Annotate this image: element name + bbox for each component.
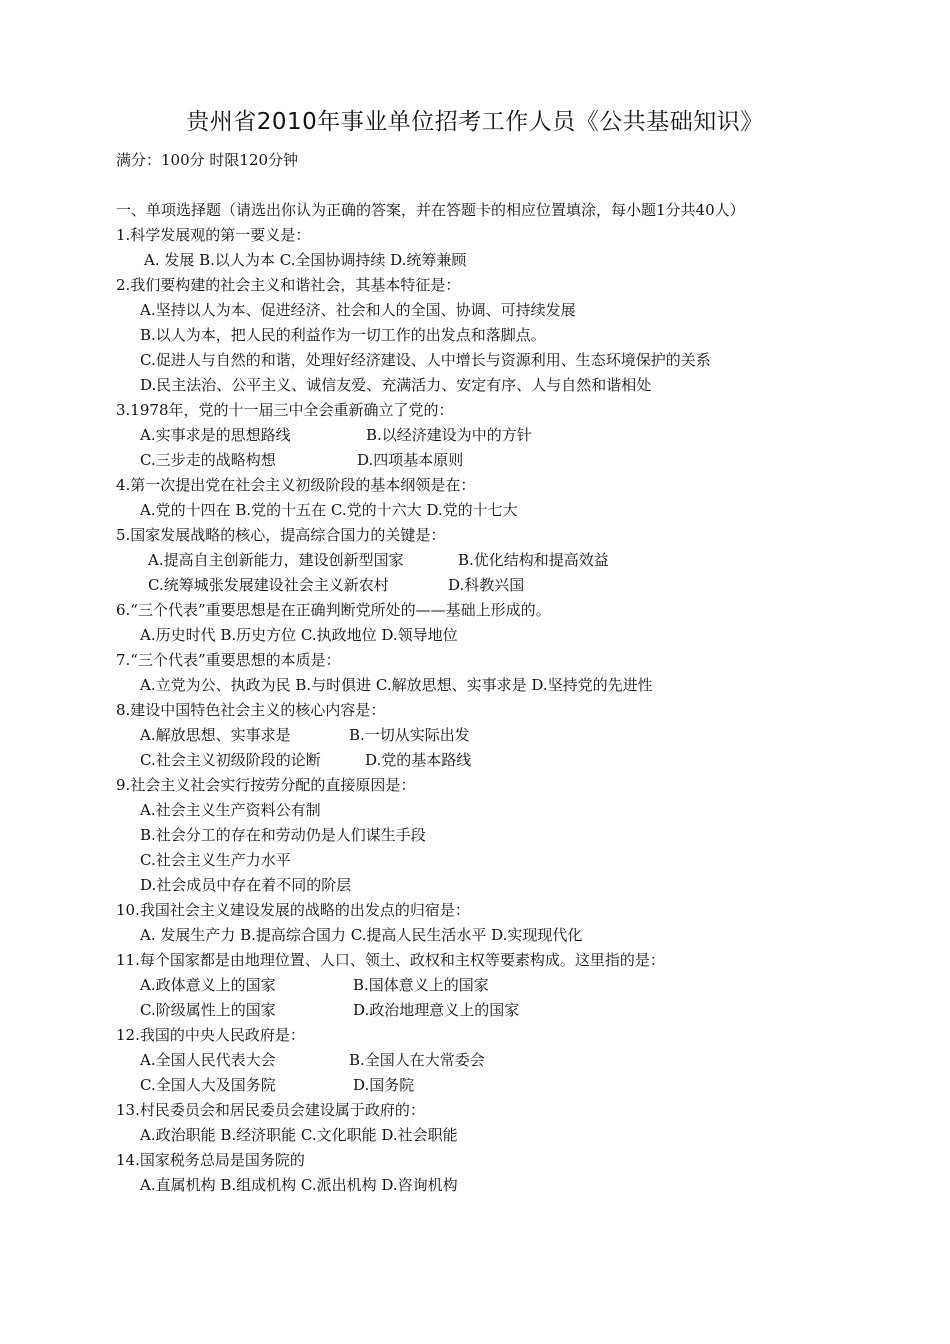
question-option: D.社会成员中存在着不同的阶层 (140, 876, 352, 894)
question-option: C.阶级属性上的国家 (140, 1001, 276, 1019)
question-stem: 14.国家税务总局是国务院的 (116, 1151, 305, 1169)
question-stem: 9.社会主义社会实行按劳分配的直接原因是： (116, 776, 416, 794)
question-stem: 7.“三个代表”重要思想的本质是： (116, 651, 341, 669)
question-option: A.提高自主创新能力，建设创新型国家 (148, 551, 404, 569)
question-option-row (140, 748, 840, 772)
question-stem: 8.建设中国特色社会主义的核心内容是： (116, 701, 386, 719)
section-heading: 一、单项选择题（请选出你认为正确的答案，并在答题卡的相应位置填涂，每小题1分共40人） (116, 201, 745, 219)
question-option: B.一切从实际出发 (349, 726, 470, 744)
question-option: D.四项基本原则 (357, 451, 464, 469)
question-option: C.统筹城张发展建设社会主义新农村 (148, 576, 389, 594)
question-options: A.直属机构 B.组成机构 C.派出机构 D.咨询机构 (140, 1176, 458, 1194)
doc-title: 贵州省2010年事业单位招考工作人员《公共基础知识》 (186, 109, 764, 135)
question-option-row (140, 423, 840, 447)
question-option: C.促进人与自然的和谐，处理好经济建设、人中增长与资源利用、生态环境保护的关系 (140, 351, 711, 369)
question-option: A.实事求是的思想路线 (140, 426, 291, 444)
question-option: D.党的基本路线 (365, 751, 472, 769)
question-options: A. 发展生产力 B.提高综合国力 C.提高人民生活水平 D.实现现代化 (140, 926, 583, 944)
question-options: A.政治职能 B.经济职能 C.文化职能 D.社会职能 (140, 1126, 458, 1144)
question-stem: 2.我们要构建的社会主义和谐社会，其基本特征是： (116, 276, 461, 294)
question-option: D.科教兴国 (448, 576, 525, 594)
question-option: B.优化结构和提高效益 (458, 551, 609, 569)
question-option-row (140, 1073, 840, 1097)
question-stem: 3.1978年，党的十一届三中全会重新确立了党的： (116, 401, 454, 419)
question-option: B.社会分工的存在和劳动仍是人们谋生手段 (140, 826, 426, 844)
question-option: C.社会主义初级阶段的论断 (140, 751, 321, 769)
question-stem: 6.“三个代表”重要思想是在正确判断党所处的——基础上形成的。 (116, 601, 551, 619)
question-option: B.全国人在大常委会 (349, 1051, 485, 1069)
question-option-row (140, 973, 840, 997)
question-option: B.以人为本，把人民的利益作为一切工作的出发点和落脚点。 (140, 326, 546, 344)
question-option: D.政治地理意义上的国家 (353, 1001, 520, 1019)
question-option: D.民主法治、公平主义、诚信友爱、充满活力、安定有序、人与自然和谐相处 (140, 376, 652, 394)
doc-meta: 满分：100分 时限120分钟 (116, 151, 299, 169)
question-stem: 12.我国的中央人民政府是： (116, 1026, 305, 1044)
question-option-row (140, 723, 840, 747)
question-option: D.国务院 (353, 1076, 415, 1094)
question-option: A.坚持以人为本、促进经济、社会和人的全国、协调、可持续发展 (140, 301, 576, 319)
question-option: B.国体意义上的国家 (353, 976, 489, 994)
question-options: A. 发展 B.以人为本 C.全国协调持续 D.统筹兼顾 (144, 251, 467, 269)
question-options: A.历史时代 B.历史方位 C.执政地位 D.领导地位 (140, 626, 458, 644)
question-option: A.解放思想、实事求是 (140, 726, 291, 744)
question-option-row (140, 998, 840, 1022)
question-option: C.全国人大及国务院 (140, 1076, 276, 1094)
question-option-row (140, 1048, 840, 1072)
question-stem: 5.国家发展战略的核心，提高综合国力的关键是： (116, 526, 446, 544)
question-option: A.政体意义上的国家 (140, 976, 276, 994)
question-option: A.社会主义生产资料公有制 (140, 801, 321, 819)
question-stem: 4.第一次提出党在社会主义初级阶段的基本纲领是在： (116, 476, 476, 494)
question-option: C.三步走的战略构想 (140, 451, 276, 469)
question-option-row (148, 548, 848, 572)
question-stem: 10.我国社会主义建设发展的战略的出发点的归宿是： (116, 901, 470, 919)
question-option-row (148, 573, 848, 597)
question-options: A.立党为公、执政为民 B.与时俱进 C.解放思想、实事求是 D.坚持党的先进性 (140, 676, 653, 694)
question-option: A.全国人民代表大会 (140, 1051, 276, 1069)
question-option-row (140, 448, 840, 472)
question-options: A.党的十四在 B.党的十五在 C.党的十六大 D.党的十七大 (140, 501, 518, 519)
question-stem: 13.村民委员会和居民委员会建设属于政府的： (116, 1101, 425, 1119)
question-stem: 11.每个国家都是由地理位置、人口、领土、政权和主权等要素构成。这里指的是： (116, 951, 665, 969)
question-option: C.社会主义生产力水平 (140, 851, 291, 869)
question-stem: 1.科学发展观的第一要义是： (116, 226, 311, 244)
question-option: B.以经济建设为中的方针 (366, 426, 532, 444)
